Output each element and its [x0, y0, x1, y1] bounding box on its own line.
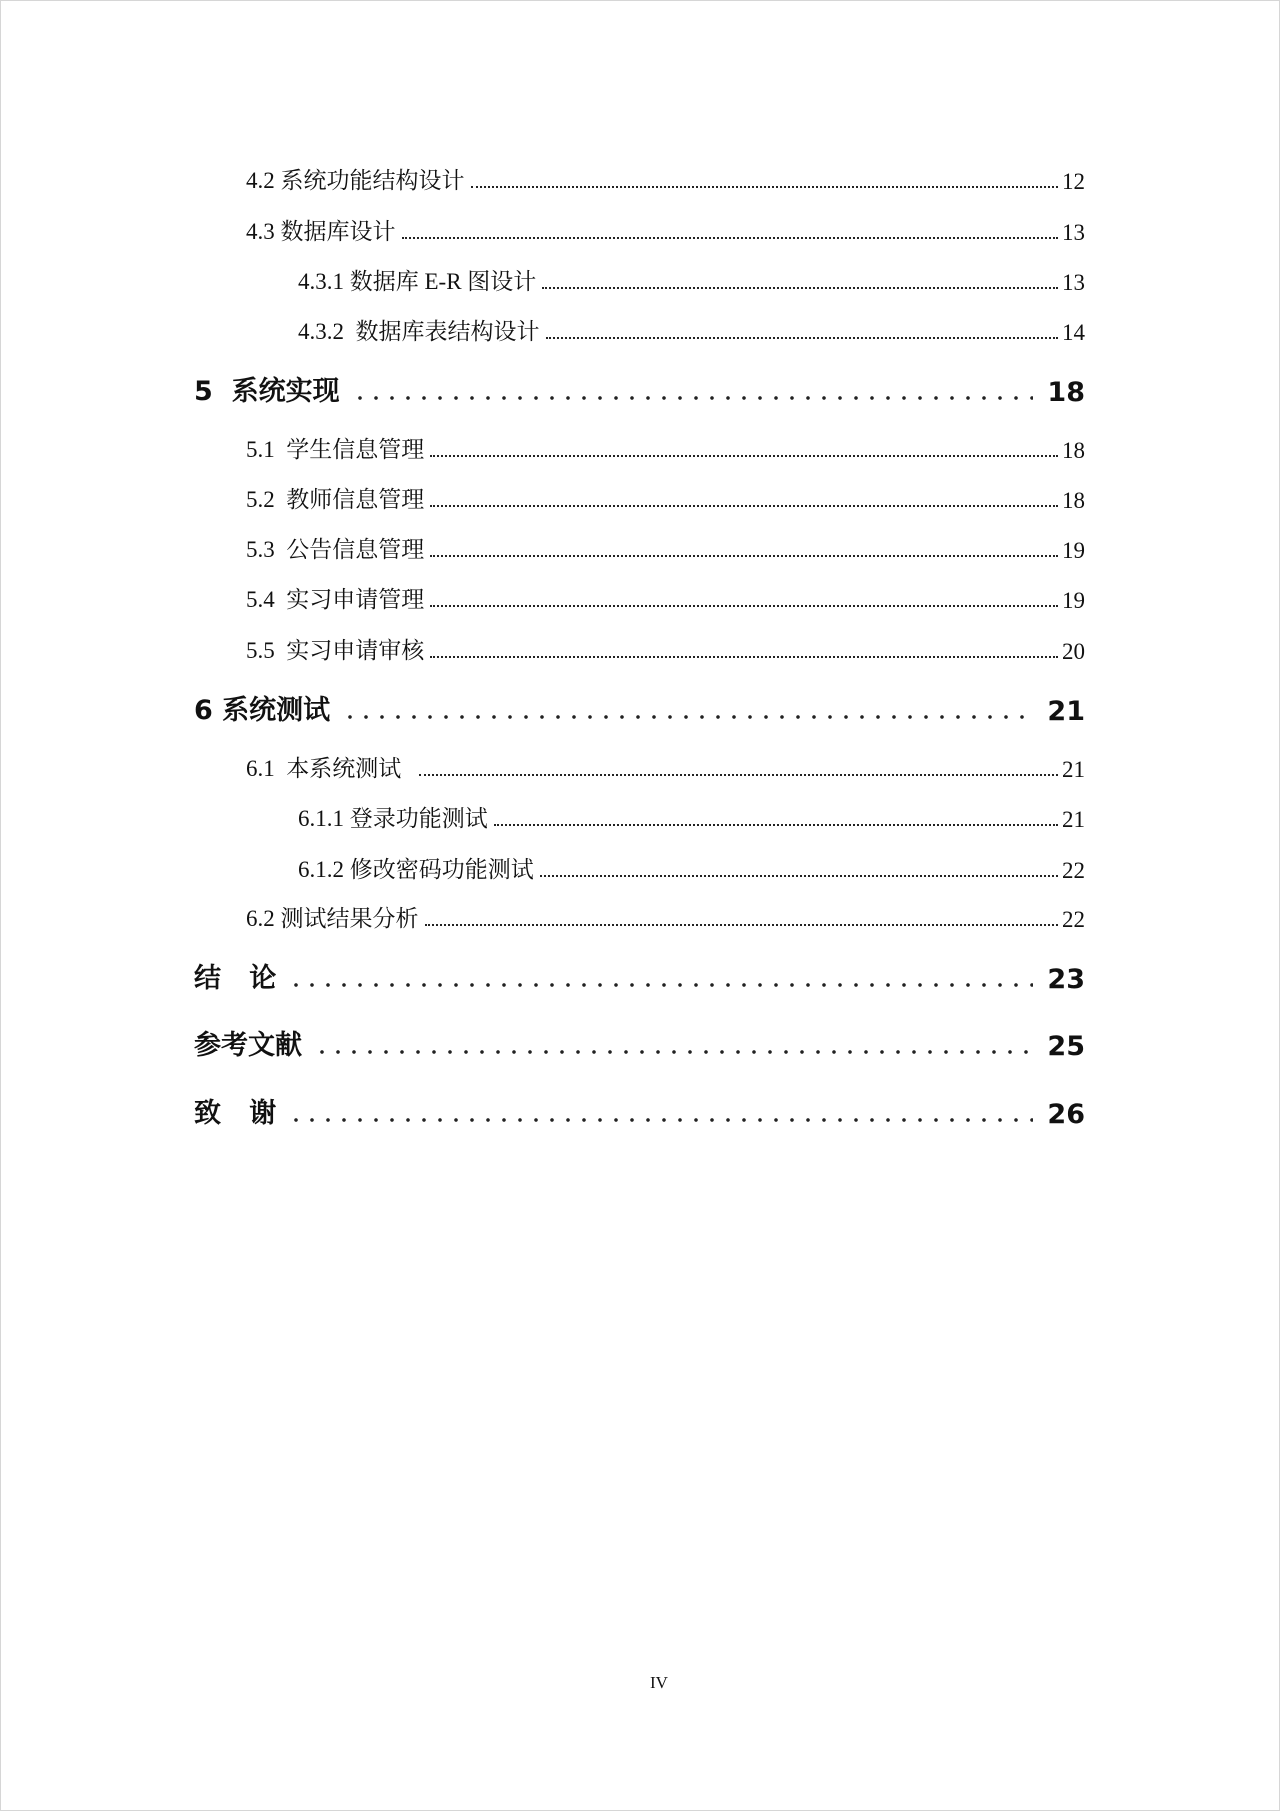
toc-entry[interactable]: [246, 480, 1085, 514]
toc-entry-page: 20: [1062, 639, 1085, 664]
toc-entry[interactable]: [298, 312, 1085, 346]
toc-entry-page: 14: [1062, 320, 1085, 345]
toc-leader-dots: [546, 337, 1059, 339]
toc-entry[interactable]: [194, 955, 1085, 995]
toc-entry[interactable]: [194, 1090, 1085, 1130]
toc-entry-page: 13: [1062, 220, 1085, 245]
toc-leader-dots: [425, 924, 1059, 926]
toc-entry-title: 5.1 学生信息管理: [246, 437, 425, 462]
toc-entry[interactable]: [246, 899, 1085, 933]
toc-leader-dots: [430, 455, 1058, 457]
toc-entry[interactable]: [246, 749, 1085, 783]
toc-entry-title: 致 谢: [194, 1098, 277, 1129]
toc-entry-title: 6.1 本系统测试: [246, 756, 413, 781]
toc-entry[interactable]: [246, 212, 1085, 246]
toc-entry[interactable]: [298, 850, 1085, 884]
toc-leader-dots: [494, 824, 1058, 826]
toc-entry[interactable]: [298, 262, 1085, 296]
toc-leader-dots: [288, 983, 1033, 987]
toc-entry-page: 22: [1062, 858, 1085, 883]
toc-entry-page: 21: [1062, 757, 1085, 782]
toc-entry-title: 5.3 公告信息管理: [246, 537, 425, 562]
toc-leader-dots: [352, 396, 1034, 400]
toc-entry-page: 18: [1062, 488, 1085, 513]
toc-entry-page: 21: [1047, 696, 1085, 727]
toc-entry-title: 结 论: [194, 963, 277, 994]
toc-entry-title: 参考文献: [194, 1030, 302, 1061]
toc-entry-page: 18: [1047, 377, 1085, 408]
toc-entry-page: 21: [1062, 807, 1085, 832]
toc-entry-page: 19: [1062, 588, 1085, 613]
toc-entry[interactable]: [246, 430, 1085, 464]
toc-entry[interactable]: [246, 580, 1085, 614]
toc-leader-dots: [430, 656, 1058, 658]
page-number: IV: [650, 1673, 668, 1692]
toc-leader-dots: [430, 555, 1058, 557]
toc-entry-page: 19: [1062, 538, 1085, 563]
toc-entry-title: 6 系统测试: [194, 695, 331, 726]
toc-entry-title: 5.2 教师信息管理: [246, 487, 425, 512]
toc-entry-title: 5 系统实现: [194, 376, 340, 407]
toc-entry[interactable]: [194, 1022, 1085, 1062]
toc-entry[interactable]: [246, 530, 1085, 564]
toc-leader-dots: [430, 605, 1058, 607]
toc-entry[interactable]: [246, 161, 1085, 195]
toc-leader-dots: [314, 1050, 1033, 1054]
toc-entry-title: 5.5 实习申请审核: [246, 638, 425, 663]
toc-entry-title: 6.1.1 登录功能测试: [298, 806, 488, 831]
toc-leader-dots: [288, 1118, 1033, 1122]
toc-entry-title: 4.2 系统功能结构设计: [246, 168, 465, 193]
toc-entry-page: 12: [1062, 169, 1085, 194]
toc-leader-dots: [540, 875, 1058, 877]
toc-entry-title: 6.1.2 修改密码功能测试: [298, 857, 534, 882]
toc-leader-dots: [419, 774, 1058, 776]
toc-entry-title: 4.3.2 数据库表结构设计: [298, 319, 540, 344]
toc-entry-page: 26: [1047, 1099, 1085, 1130]
toc-leader-dots: [402, 237, 1059, 239]
toc-entry-title: 5.4 实习申请管理: [246, 587, 425, 612]
toc-entry[interactable]: [194, 687, 1085, 727]
toc-leader-dots: [471, 186, 1059, 188]
toc-entry-page: 23: [1047, 964, 1085, 995]
toc-entry-page: 18: [1062, 438, 1085, 463]
toc-leader-dots: [342, 715, 1033, 719]
toc-entry-title: 6.2 测试结果分析: [246, 906, 419, 931]
toc-leader-dots: [542, 287, 1058, 289]
toc-entry-title: 4.3.1 数据库 E-R 图设计: [298, 269, 537, 294]
toc-entry-page: 22: [1062, 907, 1085, 932]
toc-leader-dots: [430, 505, 1058, 507]
toc-entry-page: 25: [1047, 1031, 1085, 1062]
toc-entry-page: 13: [1062, 270, 1085, 295]
toc-entry-title: 4.3 数据库设计: [246, 219, 396, 244]
toc-entry[interactable]: [246, 631, 1085, 665]
toc-entry[interactable]: [298, 799, 1085, 833]
toc-entry[interactable]: [194, 368, 1085, 408]
